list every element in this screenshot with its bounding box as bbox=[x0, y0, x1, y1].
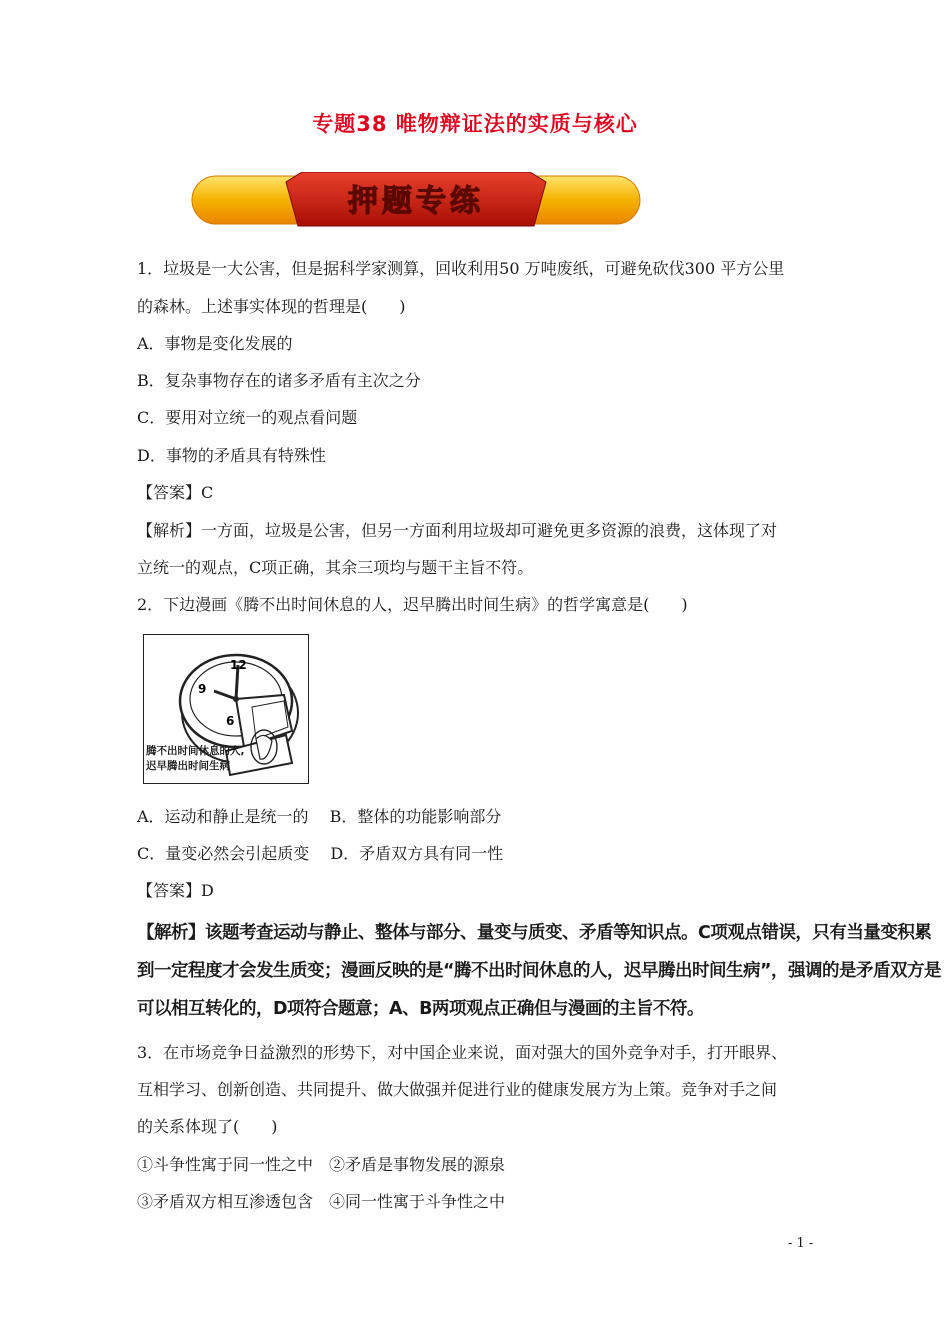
cartoon-caption-line2: 迟早腾出时间生病 bbox=[146, 760, 230, 772]
q2-options-cd: C．量变必然会引起质变 D．矛盾双方具有同一性 bbox=[137, 844, 504, 863]
q3-stem-line1: 3．在市场竞争日益激烈的形势下，对中国企业来说，面对强大的国外竞争对手，打开眼界、 bbox=[137, 1043, 788, 1062]
banner-graphic bbox=[190, 172, 642, 228]
page-title: 专题38 唯物辩证法的实质与核心 bbox=[312, 112, 638, 136]
q1-option-b: B．复杂事物存在的诸多矛盾有主次之分 bbox=[137, 371, 421, 390]
q2-answer: 【答案】D bbox=[137, 881, 214, 900]
q3-options-34: ③矛盾双方相互渗透包含 ④同一性寓于斗争性之中 bbox=[137, 1192, 506, 1211]
q1-analysis-line2: 立统一的观点，C项正确，其余三项均与题干主旨不符。 bbox=[137, 558, 534, 577]
q1-option-c: C．要用对立统一的观点看问题 bbox=[137, 408, 358, 427]
q2-stem: 2．下边漫画《腾不出时间休息的人，迟早腾出时间生病》的哲学寓意是( ) bbox=[137, 595, 688, 614]
q3-stem-line3: 的关系体现了( ) bbox=[137, 1117, 278, 1136]
q3-stem-line2: 互相学习、创新创造、共同提升、做大做强并促进行业的健康发展方为上策。竞争对手之间 bbox=[137, 1080, 778, 1099]
q1-stem-line2: 的森林。上述事实体现的哲理是( ) bbox=[137, 297, 406, 316]
clock-numeral-6: 6 bbox=[226, 714, 235, 728]
q1-stem-line1: 1．垃圾是一大公害，但是据科学家测算，回收利用50 万吨废纸，可避免砍伐300 平方公里 bbox=[137, 259, 785, 278]
clock-numeral-9: 9 bbox=[198, 682, 207, 696]
q1-option-a: A．事物是变化发展的 bbox=[137, 334, 293, 353]
page-number: - 1 - bbox=[788, 1236, 814, 1251]
clock-numeral-12: 12 bbox=[230, 658, 247, 672]
q1-analysis-line1: 【解析】一方面，垃圾是公害，但另一方面利用垃圾却可避免更多资源的浪费，这体现了对 bbox=[137, 521, 778, 540]
section-banner bbox=[190, 172, 642, 228]
cartoon-caption-line1: 腾不出时间休息的人, bbox=[146, 745, 245, 757]
q2-options-ab: A．运动和静止是统一的 B．整体的功能影响部分 bbox=[137, 807, 502, 826]
banner-text: 押题专练 bbox=[348, 184, 484, 219]
q3-options-12: ①斗争性寓于同一性之中 ②矛盾是事物发展的源泉 bbox=[137, 1155, 506, 1174]
q2-analysis-line2: 到一定程度才会发生质变；漫画反映的是“腾不出时间休息的人，迟早腾出时间生病”，强调的是矛盾双方是 bbox=[137, 961, 941, 981]
q2-analysis-line3: 可以相互转化的，D项符合题意；A、B两项观点正确但与漫画的主旨不符。 bbox=[137, 999, 704, 1019]
clock-cartoon bbox=[143, 634, 309, 784]
q1-option-d: D．事物的矛盾具有特殊性 bbox=[137, 446, 326, 465]
q2-analysis-line1: 【解析】该题考查运动与静止、整体与部分、量变与质变、矛盾等知识点。C项观点错误，只有当量变积累 bbox=[137, 923, 932, 943]
q1-answer: 【答案】C bbox=[137, 483, 214, 502]
